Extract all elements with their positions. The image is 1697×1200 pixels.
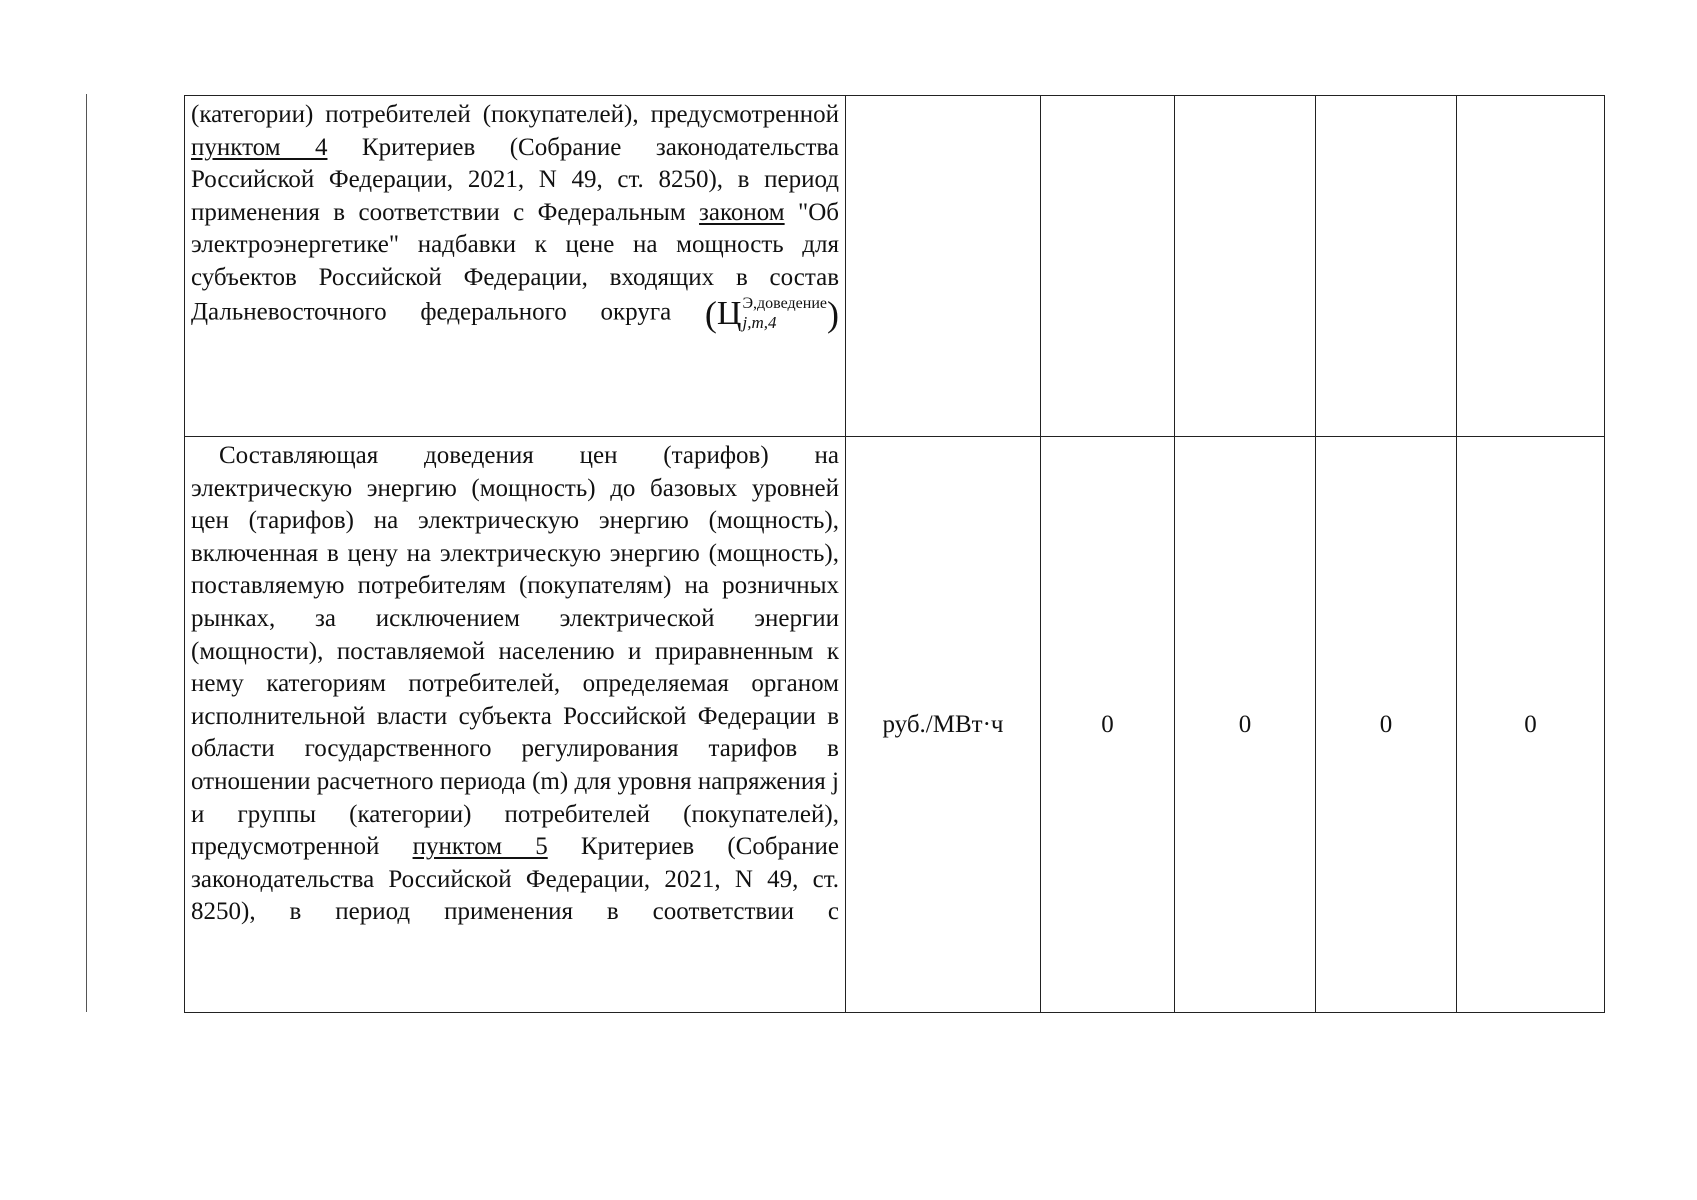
formula-close-paren: ) [827, 293, 839, 334]
formula-open-paren: ( [704, 293, 717, 334]
value-cell [1041, 96, 1175, 437]
row-description-cell [185, 96, 846, 437]
formula-symbol: Ц [716, 294, 742, 332]
value-cell: 0 [1175, 437, 1316, 1013]
clause-link[interactable]: пунктом 4 [191, 133, 328, 161]
table-row [185, 96, 1605, 437]
formula-superscript: Э,доведение [742, 294, 827, 312]
value-cell: 0 [1457, 437, 1605, 1013]
row-description-cell [185, 437, 846, 1013]
row-description-text: Составляющая доведения цен (тарифов) на электрическую энергию (мощность) до базовых уровней цен (тарифов) на электрическую энергию (мощность), включенная в цену на электрическую энергию (мощность), поставляемую потребителям (покупателям) на розничных рынках, за исключением электрической энергии (мощности), поставляемой населению и приравненным к нему категориям потребителей, определяемая органом исполнительной власти субъекта Российской Федерации в области государственного регулирования тарифов в отношении расчетного периода (m) для уровня напряжения j и группы (категории) потребителей (покупателей), предусмотренной [191, 442, 839, 861]
page-margin-line [86, 94, 87, 1012]
price-formula [705, 295, 839, 333]
value-cell [1175, 96, 1316, 437]
row-description-text: Критериев (Собрание законодательства Российской Федерации, 2021, N 49, ст. 8250), в период применения в соответствии с [191, 833, 840, 926]
value-cell: 0 [1316, 437, 1457, 1013]
formula-subscript: j,m,4 [742, 312, 777, 332]
unit-cell [846, 437, 1041, 1013]
clause-link[interactable]: пунктом 5 [412, 833, 548, 861]
tariff-table [184, 95, 1605, 1013]
value-cell: 0 [1041, 437, 1175, 1013]
unit-label: руб./МВт·ч [882, 710, 1004, 738]
value-cell [1316, 96, 1457, 437]
value-cell [1457, 96, 1605, 437]
table-row [185, 437, 1605, 1013]
row-description-text: "Об электроэнергетике" надбавки к цене на мощность для субъектов Российской Федерации, входящих в состав Дальневосточного федерального округа [191, 198, 839, 326]
unit-cell [846, 96, 1041, 437]
row-description-text: (категории) потребителей (покупателей), предусмотренной [191, 101, 839, 128]
law-link[interactable]: законом [699, 198, 785, 226]
row-description-text: Критериев (Собрание законодательства Российской Федерации, 2021, N 49, ст. 8250), в период применения в соответствии с Федеральным [191, 133, 839, 226]
